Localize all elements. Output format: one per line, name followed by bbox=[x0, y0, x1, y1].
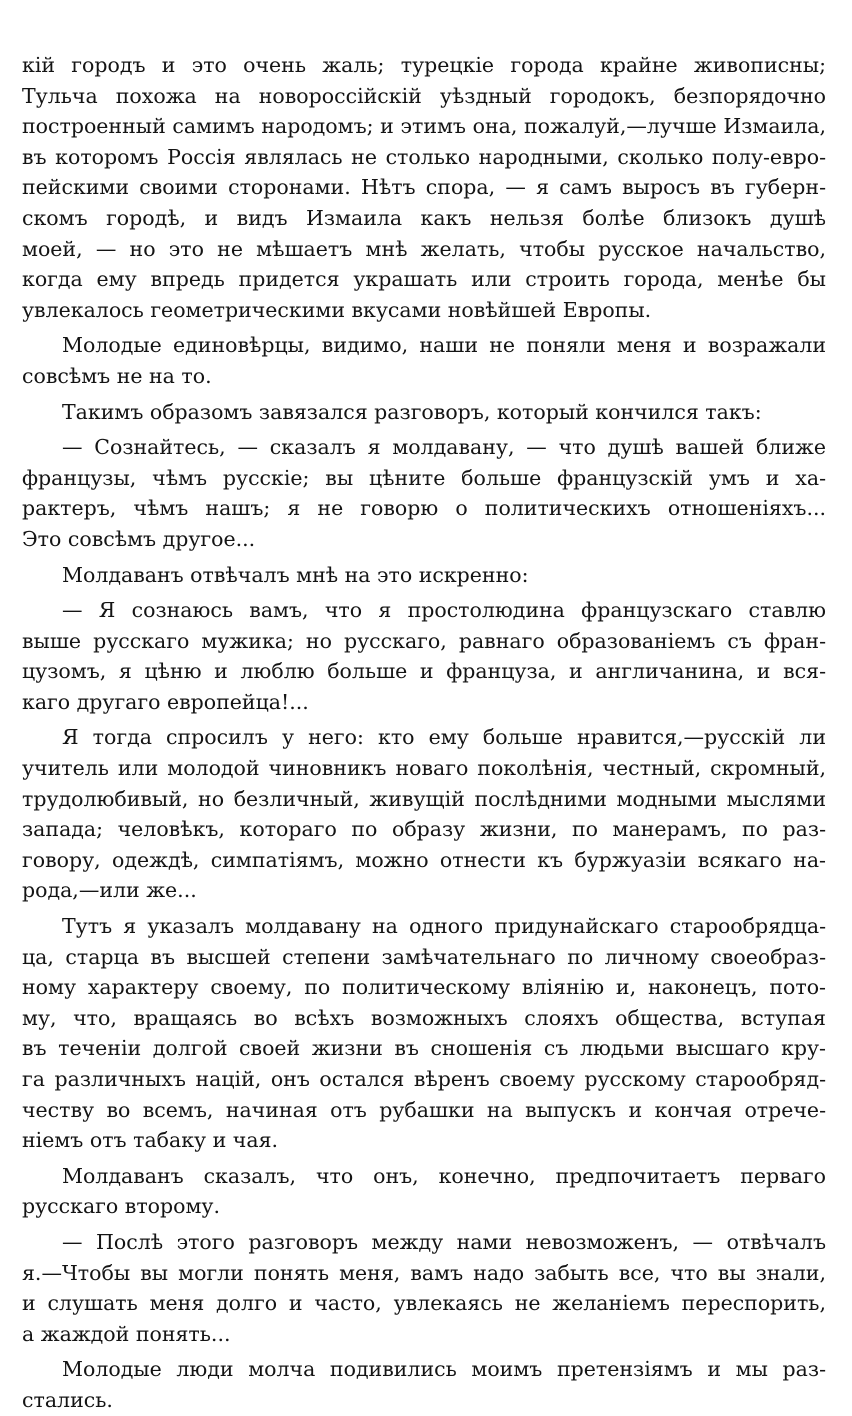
text-line: цузомъ, я цѣню и люблю больше и француза, и англичанина, и вся- bbox=[22, 659, 826, 684]
text-line: — Я сознаюсь вамъ, что я простолюдина французскаго ставлю bbox=[62, 598, 826, 623]
text-line: Молодые единовѣрцы, видимо, наши не поняли меня и возражали bbox=[62, 333, 826, 358]
text-line: Молдаванъ сказалъ, что онъ, конечно, предпочитаетъ перваго bbox=[62, 1163, 826, 1188]
text-line: ніемъ отъ табаку и чая. bbox=[22, 1128, 279, 1153]
text-line: скомъ городѣ, и видъ Измаила какъ нельзя болѣе близокъ душѣ bbox=[22, 205, 826, 230]
text-line: увлекалось геометрическими вкусами новѣйшей Европы. bbox=[22, 297, 652, 322]
text-line: въ теченіи долгой своей жизни въ сношенія съ людьми высшаго кру- bbox=[22, 1036, 826, 1061]
text-line: я.—Чтобы вы могли понять меня, вамъ надо забыть все, что вы знали, bbox=[22, 1260, 826, 1285]
text-line: выше русскаго мужика; но русскаго, равнаго образованіемъ съ фран- bbox=[22, 628, 826, 653]
text-line: му, что, вращаясь во всѣхъ возможныхъ слояхъ общества, вступая bbox=[22, 1005, 826, 1030]
text-line: — Сознайтесь, — сказалъ я молдавану, — что душѣ вашей ближе bbox=[62, 435, 826, 460]
text-line: когда ему впредь придется украшать или строить города, менѣе бы bbox=[22, 267, 826, 292]
text-line: говору, одеждѣ, симпатіямъ, можно отнести къ буржуазіи всякаго на- bbox=[22, 847, 826, 872]
text-line: рода,—или же... bbox=[22, 878, 197, 903]
text-line: Тутъ я указалъ молдавану на одного придунайскаго старообрядца- bbox=[62, 914, 826, 939]
text-line: ца, старца въ высшей степени замѣчательнаго по личному своеобраз- bbox=[22, 944, 826, 969]
text-line: стались. bbox=[22, 1387, 113, 1412]
text-line: пейскими своими сторонами. Нѣтъ спора, — я самъ выросъ въ губерн- bbox=[22, 175, 826, 200]
text-line: Это совсѣмъ другое... bbox=[22, 526, 256, 551]
text-line: русскаго второму. bbox=[22, 1194, 220, 1219]
text-line: построенный самимъ народомъ; и этимъ она, пожалуй,—лучше Измаила, bbox=[22, 114, 826, 139]
text-line: кій городъ и это очень жаль; турецкіе города крайне живописны; bbox=[22, 53, 826, 77]
text-line: запада; человѣкъ, котораго по образу жизни, по манерамъ, по раз- bbox=[22, 817, 826, 842]
text-line: — Послѣ этого разговоръ между нами невозможенъ, — отвѣчалъ bbox=[62, 1229, 826, 1254]
text-line: и слушать меня долго и часто, увлекаясь не желаніемъ переспорить, bbox=[22, 1291, 826, 1316]
text-line: Тульча похожа на новороссійскій уѣздный городокъ, безпорядочно bbox=[22, 83, 826, 108]
text-line: га различныхъ націй, онъ остался вѣренъ своему русскому старообряд- bbox=[22, 1067, 826, 1091]
text-line: французы, чѣмъ русскіе; вы цѣните больше французскій умъ и ха- bbox=[22, 465, 826, 490]
text-line: учитель или молодой чиновникъ новаго поколѣнія, честный, скромный, bbox=[22, 756, 826, 781]
text-line: рактеръ, чѣмъ нашъ; я не говорю о политическихъ отношеніяхъ... bbox=[22, 496, 826, 521]
text-line: Молдаванъ отвѣчалъ мнѣ на это искренно: bbox=[62, 562, 529, 587]
text-line: честву во всемъ, начиная отъ рубашки на выпускъ и кончая отрече- bbox=[22, 1097, 826, 1122]
text-line: ному характеру своему, по политическому вліянію и, наконецъ, пото- bbox=[22, 975, 826, 1000]
page-text-body bbox=[22, 50, 826, 1416]
text-line: въ которомъ Россія являлась не столько народными, сколько полу-евро- bbox=[22, 144, 826, 169]
text-line: совсѣмъ не на то. bbox=[22, 363, 212, 388]
text-line: Молодые люди молча подивились моимъ претензіямъ и мы раз- bbox=[62, 1357, 826, 1382]
text-line: моей, — но это не мѣшаетъ мнѣ желать, чтобы русское начальство, bbox=[22, 236, 826, 261]
text-line: каго другаго европейца!... bbox=[22, 689, 309, 714]
text-line: Я тогда спросилъ у него: кто ему больше нравится,—русскій ли bbox=[62, 725, 826, 750]
text-line: Такимъ образомъ завязался разговоръ, который кончился такъ: bbox=[62, 399, 762, 424]
text-line: а жаждой понять... bbox=[22, 1321, 231, 1346]
text-line: трудолюбивый, но безличный, живущій послѣдними модными мыслями bbox=[22, 786, 826, 811]
